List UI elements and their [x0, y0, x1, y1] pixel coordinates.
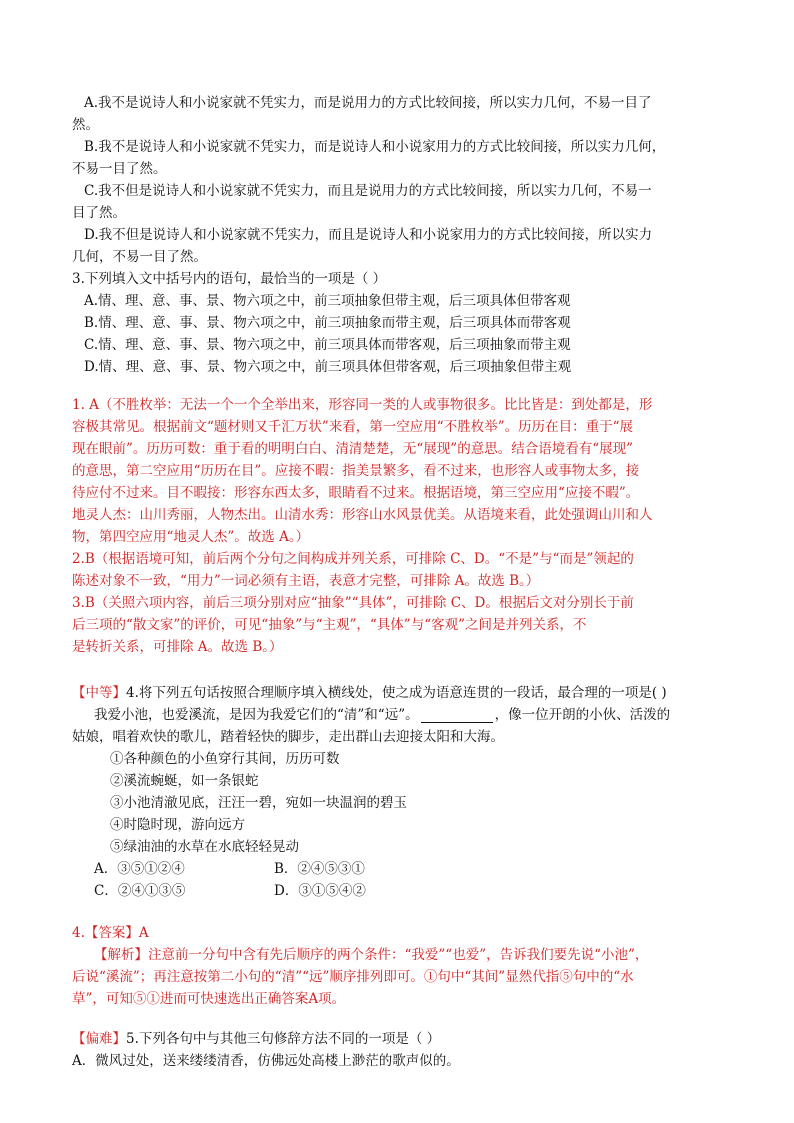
q2-option-b-line1: B.我不是说诗人和小说家就不凭实力，而是说诗人和小说家用力的方式比较间接，所以实力几何， [84, 139, 666, 155]
answer-4-value: A [138, 925, 149, 941]
answer-line: 待应付不过来。目不暇接：形容东西太多，眼睛看不过来。根据语境，第三空应用“应接不暇”。 [72, 485, 640, 501]
answer-line: 容极其常见。根据前文“题材则又千汇万状”来看，第一空应用“不胜枚举”。历历在目：重于“展 [72, 419, 634, 435]
q4-choice-c: C．②④①③⑤ [94, 883, 186, 899]
question-3 [72, 268, 722, 378]
answer-4 [72, 922, 722, 1010]
answer-line: 物，第四空应用“地灵人杰”。故选 A。） [72, 529, 310, 545]
answer-4-tag: 【答案】 [84, 925, 139, 941]
q5-option-a: A．微风过处，送来缕缕清香，仿佛远处高楼上渺茫的歌声似的。 [72, 1053, 460, 1069]
answer-4-number: 4. [72, 925, 85, 941]
q5-stem: 5.下列各句中与其他三句修辞方法不同的一项是（ ） [126, 1031, 441, 1047]
answer-explanations [72, 394, 722, 658]
answer-line: 陈述对象不一致，“用力”一词必须有主语，表意才完整，可排除 A。故选 B。） [72, 573, 540, 589]
analysis-tag: 【解析】 [94, 947, 148, 963]
q3-option-d: D.情、理、意、事、景、物六项之中，前三项具体但带客观，后三项抽象但带主观 [84, 359, 572, 375]
q4-sentence-2: ②溪流蜿蜒，如一条银蛇 [110, 773, 259, 789]
q2-option-a-line1: A.我不是说诗人和小说家就不凭实力，而是说用力的方式比较间接，所以实力几何，不易一目了 [84, 95, 652, 111]
answer-line: 2.B（根据语境可知，前后两个分句之间构成并列关系，可排除 C、D。“不是”与“而是”领起的 [72, 551, 634, 567]
q4-choice-d: D．③①⑤④② [274, 883, 366, 899]
analysis-line: 草”，可知⑤①进而可快速选出正确答案A项。 [72, 991, 346, 1007]
q2-option-d-line1: D.我不但是说诗人和小说家就不凭实力，而且是说诗人和小说家用力的方式比较间接，所以实力 [84, 227, 653, 243]
q4-choices-row1 [72, 858, 722, 880]
q4-choices-row2 [72, 880, 722, 902]
q3-stem: 3.下列填入文中括号内的语句，最恰当的一项是（ ） [72, 271, 387, 287]
answer-4-head [72, 922, 722, 944]
q4-passage-line2: 姑娘，唱着欢快的歌儿，踏着轻快的脚步，走出群山去迎接太阳和大海。 [72, 729, 504, 745]
q2-option-d-line2: 几何，不易一目了然。 [72, 249, 207, 265]
q4-passage-line1 [72, 704, 722, 726]
analysis-text: 注意前一分句中含有先后顺序的两个条件：“我爱”“也爱”，告诉我们要先说“小池”， [148, 947, 649, 963]
answer-line: 地灵人杰：山川秀丽，人物杰出。山清水秀：形容山水风景优美。从语境来看，此处强调山川和人 [72, 507, 653, 523]
q2-option-c-line2: 目了然。 [72, 205, 126, 221]
q2-option-b-line2: 不易一目了然。 [72, 161, 167, 177]
answer-line: 的意思，第二空应用“历历在目”。应接不暇：指美景繁多，看不过来，也形容人或事物太多，接 [72, 463, 640, 479]
question-2-options [72, 92, 722, 268]
difficulty-tag: 【偏难】 [72, 1031, 126, 1047]
q3-option-c: C.情、理、意、事、景、物六项之中，前三项具体而带客观，后三项抽象而带主观 [84, 337, 571, 353]
answer-line: 1. A（不胜枚举：无法一个一个全举出来，形容同一类的人或事物很多。比比皆是：到处都是，形 [72, 397, 653, 413]
q5-stem-line [72, 1028, 722, 1050]
question-5 [72, 1028, 722, 1072]
q4-passage-a: 我爱小池，也爱溪流，是因为我爱它们的“清”和“远”。 [94, 707, 419, 723]
analysis-line: 后说“溪流”；再注意按第二小句的“清”“远”顺序排列即可。①句中“其间”显然代指⑤句中的“水 [72, 969, 634, 985]
q4-sentence-4: ④时隐时现，游向远方 [110, 817, 245, 833]
q2-option-c-line1: C.我不但是说诗人和小说家就不凭实力，而且是说用力的方式比较间接，所以实力几何，不易一 [84, 183, 652, 199]
analysis-line [72, 944, 722, 966]
difficulty-tag: 【中等】 [72, 685, 126, 701]
question-4 [72, 682, 722, 902]
q4-sentence-1: ①各种颜色的小鱼穿行其间，历历可数 [110, 751, 340, 767]
answer-blank [421, 708, 493, 723]
answer-line: 现在眼前”。历历可数：重于看的明明白白、清清楚楚，无“展现”的意思。结合语境看有“展现” [72, 441, 634, 457]
answer-line: 3.B（关照六项内容，前后三项分别对应“抽象”“具体”，可排除 C、D。根据后文对分别长于前 [72, 595, 634, 611]
q4-sentence-3: ③小池清澈见底，汪汪一碧，宛如一块温润的碧玉 [110, 795, 407, 811]
q2-option-a-line2: 然。 [72, 117, 99, 133]
q3-option-a: A.情、理、意、事、景、物六项之中，前三项抽象但带主观，后三项具体但带客观 [84, 293, 571, 309]
q4-choice-a: A．③⑤①②④ [94, 861, 185, 877]
q4-sentence-5: ⑤绿油油的水草在水底轻轻晃动 [110, 839, 299, 855]
q4-stem-line [72, 682, 722, 704]
q4-passage-b: ，像一位开朗的小伙、活泼的 [494, 707, 671, 723]
answer-line: 是转折关系，可排除 A。故选 B。） [72, 639, 283, 655]
q4-stem: 4.将下列五句话按照合理顺序填入横线处，使之成为语意连贯的一段话，最合理的一项是( ) [126, 685, 667, 701]
q3-option-b: B.情、理、意、事、景、物六项之中，前三项抽象而带主观，后三项具体而带客观 [84, 315, 571, 331]
q4-choice-b: B．②④⑤③① [274, 861, 365, 877]
answer-line: 后三项的“散文家”的评价，可见“抽象”与“主观”，“具体”与“客观”之间是并列关系，不 [72, 617, 587, 633]
page [72, 92, 722, 1072]
